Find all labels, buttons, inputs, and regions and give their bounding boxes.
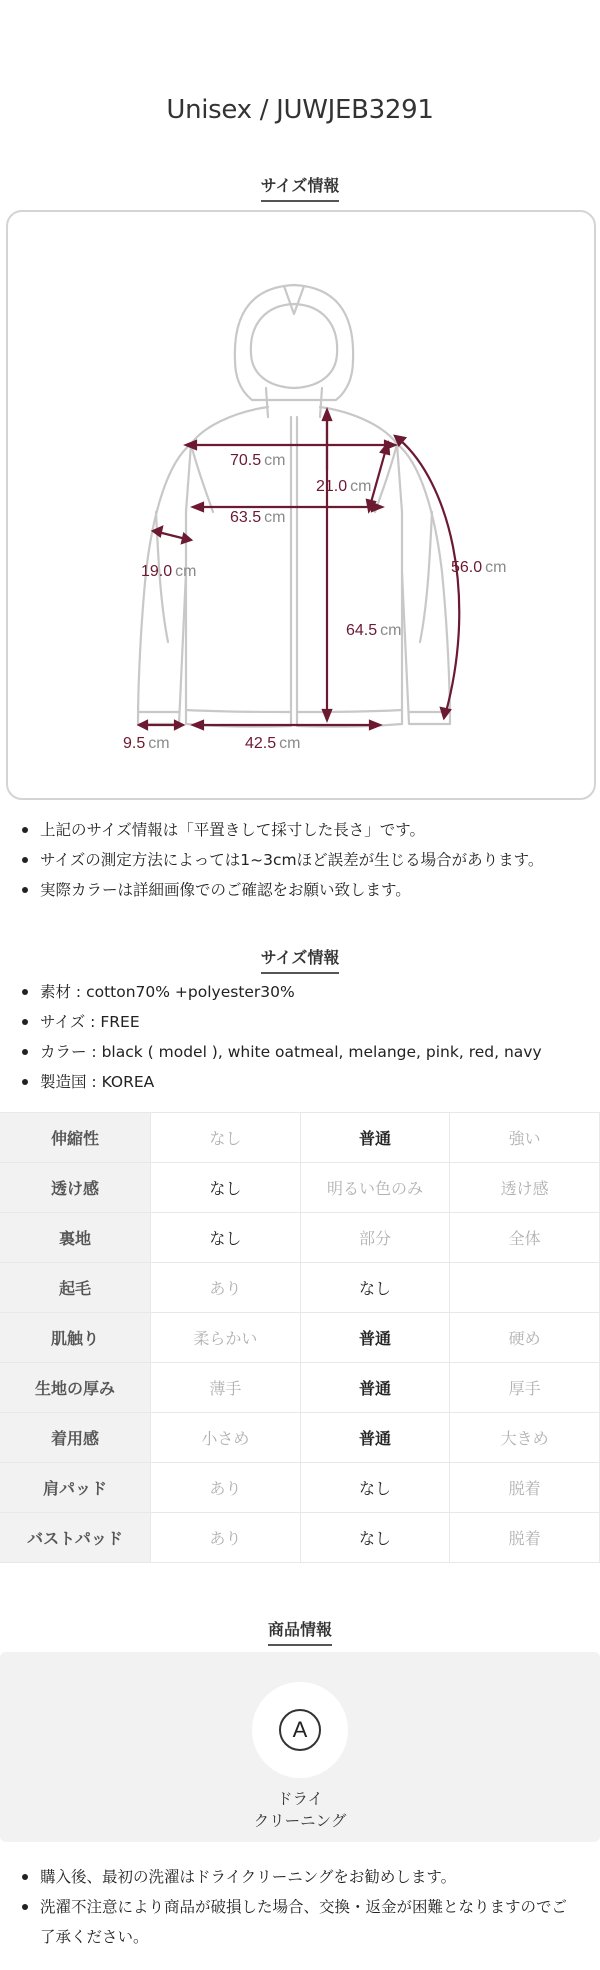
list-item: 素材 : cotton70% +polyester30% bbox=[18, 977, 542, 1007]
measure-chest-top: 70.5 cm bbox=[230, 452, 286, 469]
table-row bbox=[0, 1363, 600, 1413]
product-info-heading: 商品情報 bbox=[0, 1617, 600, 1646]
option-cell: 普通 bbox=[300, 1313, 450, 1363]
measure-armhole: 21.0 cm bbox=[316, 478, 372, 495]
table-row bbox=[0, 1413, 600, 1463]
care-notes-list bbox=[18, 1862, 578, 1952]
table-row bbox=[0, 1513, 600, 1563]
option-cell: 脱着 bbox=[450, 1463, 600, 1513]
option-cell: 薄手 bbox=[151, 1363, 301, 1413]
measure-hem: 42.5 cm bbox=[245, 735, 301, 752]
care-symbol-circle bbox=[252, 1682, 348, 1778]
measure-sleeve-width: 19.0 cm bbox=[141, 563, 197, 580]
list-item: 上記のサイズ情報は「平置きして採寸した長さ」です。 bbox=[18, 815, 543, 845]
measure-total-length: 64.5 cm bbox=[346, 622, 402, 639]
fabric-feel-table bbox=[0, 1112, 600, 1563]
list-item: サイズ : FREE bbox=[18, 1007, 542, 1037]
option-cell: 強い bbox=[450, 1113, 600, 1163]
option-cell: 透け感 bbox=[450, 1163, 600, 1213]
option-cell bbox=[450, 1263, 600, 1313]
size-notes-list bbox=[18, 815, 543, 905]
care-label-line2: クリーニング bbox=[253, 1812, 347, 1830]
list-item: 実際カラーは詳細画像でのご確認をお願い致します。 bbox=[18, 875, 543, 905]
option-cell: なし bbox=[300, 1263, 450, 1313]
row-label: 着用感 bbox=[0, 1413, 151, 1463]
option-cell: 小さめ bbox=[151, 1413, 301, 1463]
list-item: 洗濯不注意により商品が破損した場合、交換・返金が困難となりますのでご了承ください。 bbox=[18, 1892, 578, 1952]
list-item: 購入後、最初の洗濯はドライクリーニングをお勧めします。 bbox=[18, 1862, 578, 1892]
spec-heading: サイズ情報 bbox=[0, 945, 600, 974]
option-cell: 全体 bbox=[450, 1213, 600, 1263]
measure-chest: 63.5 cm bbox=[230, 509, 286, 526]
care-label-line1: ドライ bbox=[276, 1790, 324, 1808]
care-instructions-box bbox=[0, 1652, 600, 1842]
option-cell: 硬め bbox=[450, 1313, 600, 1363]
option-cell: あり bbox=[151, 1513, 301, 1563]
option-cell: なし bbox=[300, 1463, 450, 1513]
option-cell: 柔らかい bbox=[151, 1313, 301, 1363]
option-cell: 厚手 bbox=[450, 1363, 600, 1413]
row-label: 肌触り bbox=[0, 1313, 151, 1363]
hoodie-outline-diagram bbox=[8, 212, 594, 798]
option-cell: 部分 bbox=[300, 1213, 450, 1263]
row-label: 生地の厚み bbox=[0, 1363, 151, 1413]
list-item: カラー : black ( model ), white oatmeal, melange, pink, red, navy bbox=[18, 1037, 542, 1067]
option-cell: なし bbox=[151, 1213, 301, 1263]
row-label: バストパッド bbox=[0, 1513, 151, 1563]
row-label: 肩パッド bbox=[0, 1463, 151, 1513]
option-cell: あり bbox=[151, 1263, 301, 1313]
measure-cuff: 9.5 cm bbox=[123, 735, 170, 752]
row-label: 透け感 bbox=[0, 1163, 151, 1213]
option-cell: あり bbox=[151, 1463, 301, 1513]
option-cell: 普通 bbox=[300, 1363, 450, 1413]
row-label: 裏地 bbox=[0, 1213, 151, 1263]
option-cell: 大きめ bbox=[450, 1413, 600, 1463]
option-cell: 脱着 bbox=[450, 1513, 600, 1563]
measure-sleeve-length: 56.0 cm bbox=[451, 559, 507, 576]
row-label: 伸縮性 bbox=[0, 1113, 151, 1163]
option-cell: 普通 bbox=[300, 1113, 450, 1163]
size-info-heading: サイズ情報 bbox=[0, 173, 600, 202]
product-title: Unisex / JUWJEB3291 bbox=[166, 95, 434, 125]
option-cell: 普通 bbox=[300, 1413, 450, 1463]
size-diagram bbox=[6, 210, 596, 800]
table-row bbox=[0, 1463, 600, 1513]
table-row bbox=[0, 1163, 600, 1213]
table-row bbox=[0, 1313, 600, 1363]
dry-clean-icon: A bbox=[279, 1709, 321, 1751]
option-cell: なし bbox=[300, 1513, 450, 1563]
option-cell: なし bbox=[151, 1163, 301, 1213]
option-cell: 明るい色のみ bbox=[300, 1163, 450, 1213]
row-label: 起毛 bbox=[0, 1263, 151, 1313]
list-item: 製造国 : KOREA bbox=[18, 1067, 542, 1097]
option-cell: なし bbox=[151, 1113, 301, 1163]
table-row bbox=[0, 1213, 600, 1263]
table-row bbox=[0, 1113, 600, 1163]
spec-list bbox=[18, 977, 542, 1097]
list-item: サイズの測定方法によっては1~3cmほど誤差が生じる場合があります。 bbox=[18, 845, 543, 875]
table-row bbox=[0, 1263, 600, 1313]
